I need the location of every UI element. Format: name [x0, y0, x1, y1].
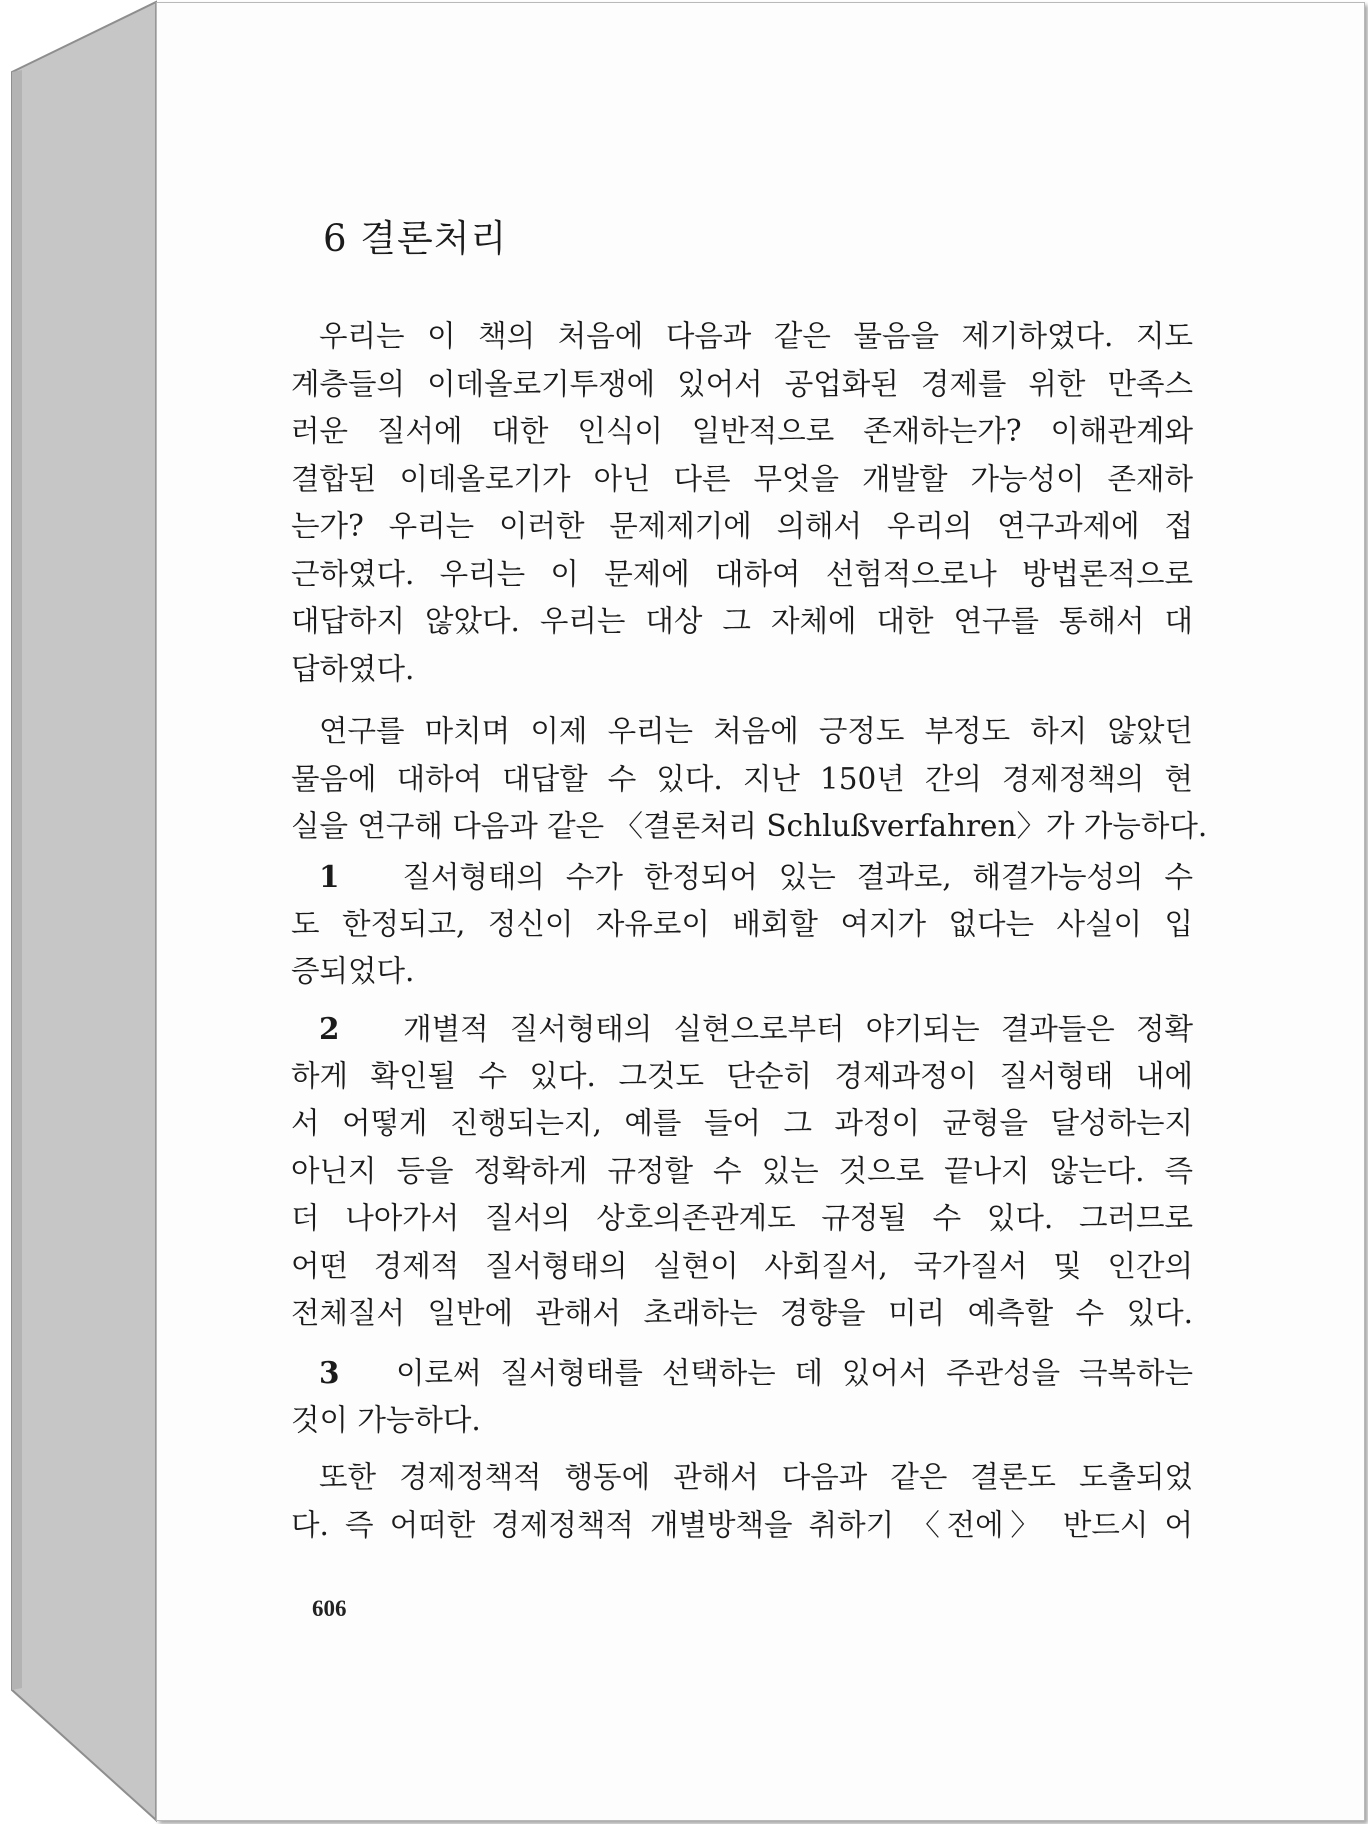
page-text [157, 3, 1364, 1820]
text-line: 물음에 대하여 대답할 수 있다. 지난 150년 간의 경제정책의 현 [291, 761, 1193, 796]
text-line: 아닌지 등을 정확하게 규정할 수 있는 것으로 끝나지 않는다. 즉 [291, 1153, 1193, 1188]
text-line: 대답하지 않았다. 우리는 대상 그 자체에 대한 연구를 통해서 대 [291, 604, 1193, 638]
text-line [291, 1349, 1193, 1397]
text-line: 결합된 이데올로기가 아닌 다른 무엇을 개발할 가능성이 존재하 [291, 461, 1193, 496]
item-number: 1 [319, 859, 340, 894]
text-line: 더 나아가서 질서의 상호의존관계도 규정될 수 있다. 그러므로 [291, 1201, 1193, 1235]
text-line [291, 1005, 1193, 1053]
numbered-paragraph [291, 1005, 1193, 1338]
text-line: 러운 질서에 대한 인식이 일반적으로 존재하는가? 이해관계와 [291, 414, 1193, 448]
paragraph [291, 1454, 1193, 1549]
text-line: 도 한정되고, 정신이 자유로이 배회할 여지가 없다는 사실이 입 [291, 906, 1193, 941]
paragraph [291, 313, 1193, 693]
text-line: 하게 확인될 수 있다. 그것도 단순히 경제과정이 질서형태 내에 [291, 1058, 1193, 1093]
text-line: 어떤 경제적 질서형태의 실현이 사회질서, 국가질서 및 인간의 [291, 1248, 1193, 1283]
text-line: 는가? 우리는 이러한 문제제기에 의해서 우리의 연구과제에 접 [291, 509, 1193, 543]
text-line: 실을 연구해 다음과 같은 〈결론처리 Schlußverfahren〉가 가능하다. [291, 809, 1208, 843]
paragraph [291, 708, 1208, 851]
item-number: 3 [319, 1355, 340, 1390]
numbered-paragraph [291, 853, 1193, 996]
numbered-paragraph [291, 1349, 1193, 1444]
text-line: 연구를 마치며 이제 우리는 처음에 긍정도 부정도 하지 않았던 [319, 714, 1193, 748]
text-line: 것이 가능하다. [291, 1402, 481, 1437]
section-heading: 6 결론처리 [323, 217, 508, 260]
text-line: 근하였다. 우리는 이 문제에 대하여 선험적으로나 방법론적으로 [291, 556, 1193, 591]
text-line: 답하였다. [291, 651, 415, 686]
book-spine [0, 0, 160, 1824]
text-line: 전체질서 일반에 관해서 초래하는 경향을 미리 예측할 수 있다. [291, 1296, 1193, 1330]
page-number: 606 [312, 1596, 347, 1621]
book-page [156, 2, 1365, 1821]
text-line: 또한 경제정책적 행동에 관해서 다음과 같은 결론도 도출되었 [319, 1460, 1193, 1494]
text-line: 계층들의 이데올로기투쟁에 있어서 공업화된 경제를 위한 만족스 [291, 366, 1193, 401]
item-text: 질서형태의 수가 한정되어 있는 결과로, 해결가능성의 수 [402, 860, 1193, 894]
item-number: 2 [319, 1011, 340, 1046]
text-line: 우리는 이 책의 처음에 다음과 같은 물음을 제기하였다. 지도 [319, 319, 1193, 353]
text-line: 다. 즉 어떠한 경제정책적 개별방책을 취하기 〈전에〉 반드시 어 [291, 1507, 1193, 1542]
text-line: 서 어떻게 진행되는지, 예를 들어 그 과정이 균형을 달성하는지 [291, 1106, 1193, 1140]
text-line: 증되었다. [291, 954, 415, 988]
text-line [291, 853, 1193, 901]
item-text: 개별적 질서형태의 실현으로부터 야기되는 결과들은 정확 [403, 1012, 1193, 1046]
item-text: 이로써 질서형태를 선택하는 데 있어서 주관성을 극복하는 [396, 1356, 1193, 1390]
